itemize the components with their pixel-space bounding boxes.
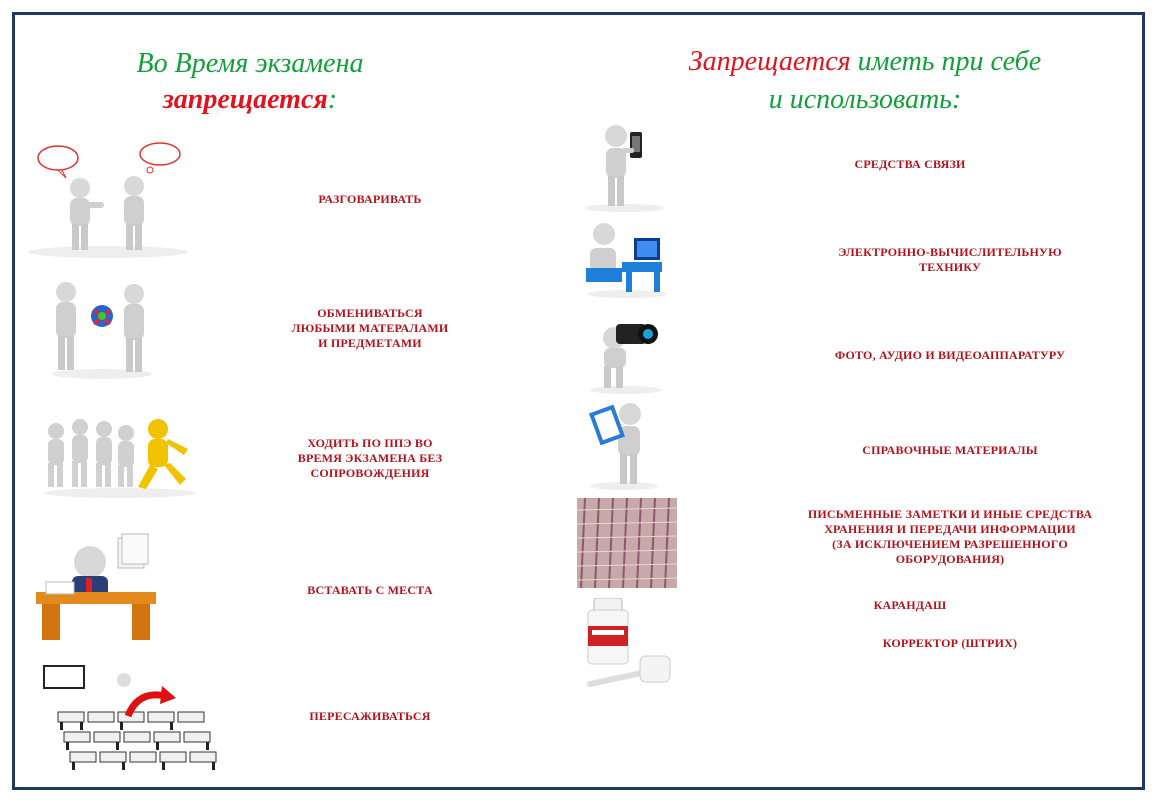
corrector-bottle-icon bbox=[584, 598, 676, 698]
left-heading bbox=[100, 48, 400, 116]
desk-figure-icon bbox=[32, 530, 172, 645]
left-item-label-3: ХОДИТЬ ПО ППЭ ВО ВРЕМЯ ЭКЗАМЕНА БЕЗ СОПРОВОЖДЕНИЯ bbox=[297, 436, 443, 480]
phone-figure-icon bbox=[580, 118, 670, 213]
right-heading-rest: иметь при себе bbox=[850, 46, 1042, 77]
right-heading-line1 bbox=[665, 46, 1065, 78]
right-item-label-7: КОРРЕКТОР (ШТРИХ) bbox=[882, 636, 1018, 650]
talking-figures-icon bbox=[28, 140, 198, 260]
computer-figure-icon bbox=[582, 218, 672, 298]
classroom-seats-icon bbox=[38, 660, 228, 775]
camera-figure-icon bbox=[586, 310, 666, 395]
right-item-label-2: ЭЛЕКТРОННО-ВЫЧИСЛИТЕЛЬНУЮ ТЕХНИКУ bbox=[838, 245, 1062, 274]
right-item-label-3: ФОТО, АУДИО И ВИДЕОАППАРАТУРУ bbox=[834, 348, 1066, 362]
right-item-label-6: КАРАНДАШ bbox=[873, 598, 947, 612]
right-item-label-4: СПРАВОЧНЫЕ МАТЕРИАЛЫ bbox=[862, 443, 1038, 457]
exchange-gift-icon bbox=[42, 280, 162, 380]
left-heading-colon: : bbox=[327, 84, 338, 115]
left-item-label-5: ПЕРЕСАЖИВАТЬСЯ bbox=[309, 709, 431, 723]
left-item-label-1: РАЗГОВАРИВАТЬ bbox=[318, 192, 422, 206]
right-heading bbox=[665, 46, 1065, 116]
right-heading-line2: и использовать: bbox=[768, 84, 962, 115]
left-heading-forbidden: запрещается bbox=[162, 84, 328, 115]
left-heading-line1: Во Время экзамена bbox=[136, 48, 364, 79]
left-item-label-2: ОБМЕНИВАТЬСЯ ЛЮБЫМИ МАТЕРАЛАМИ И ПРЕДМЕТАМИ bbox=[291, 306, 449, 350]
right-heading-forbidden: Запрещается bbox=[688, 46, 851, 77]
right-item-label-5: ПИСЬМЕННЫЕ ЗАМЕТКИ И ИНЫЕ СРЕДСТВА ХРАНЕНИЯ И ПЕРЕДАЧИ ИНФОРМАЦИИ (ЗА ИСКЛЮЧЕНИЕМ РАЗРЕШЕННОГО ОБОРУДОВАНИЯ) bbox=[807, 507, 1093, 566]
left-heading-line2 bbox=[100, 84, 400, 116]
walking-group-icon bbox=[40, 415, 200, 500]
book-figure-icon bbox=[584, 398, 664, 490]
cheat-notes-icon bbox=[577, 498, 677, 588]
right-item-label-1: СРЕДСТВА СВЯЗИ bbox=[854, 157, 966, 171]
left-item-label-4: ВСТАВАТЬ С МЕСТА bbox=[307, 583, 433, 597]
